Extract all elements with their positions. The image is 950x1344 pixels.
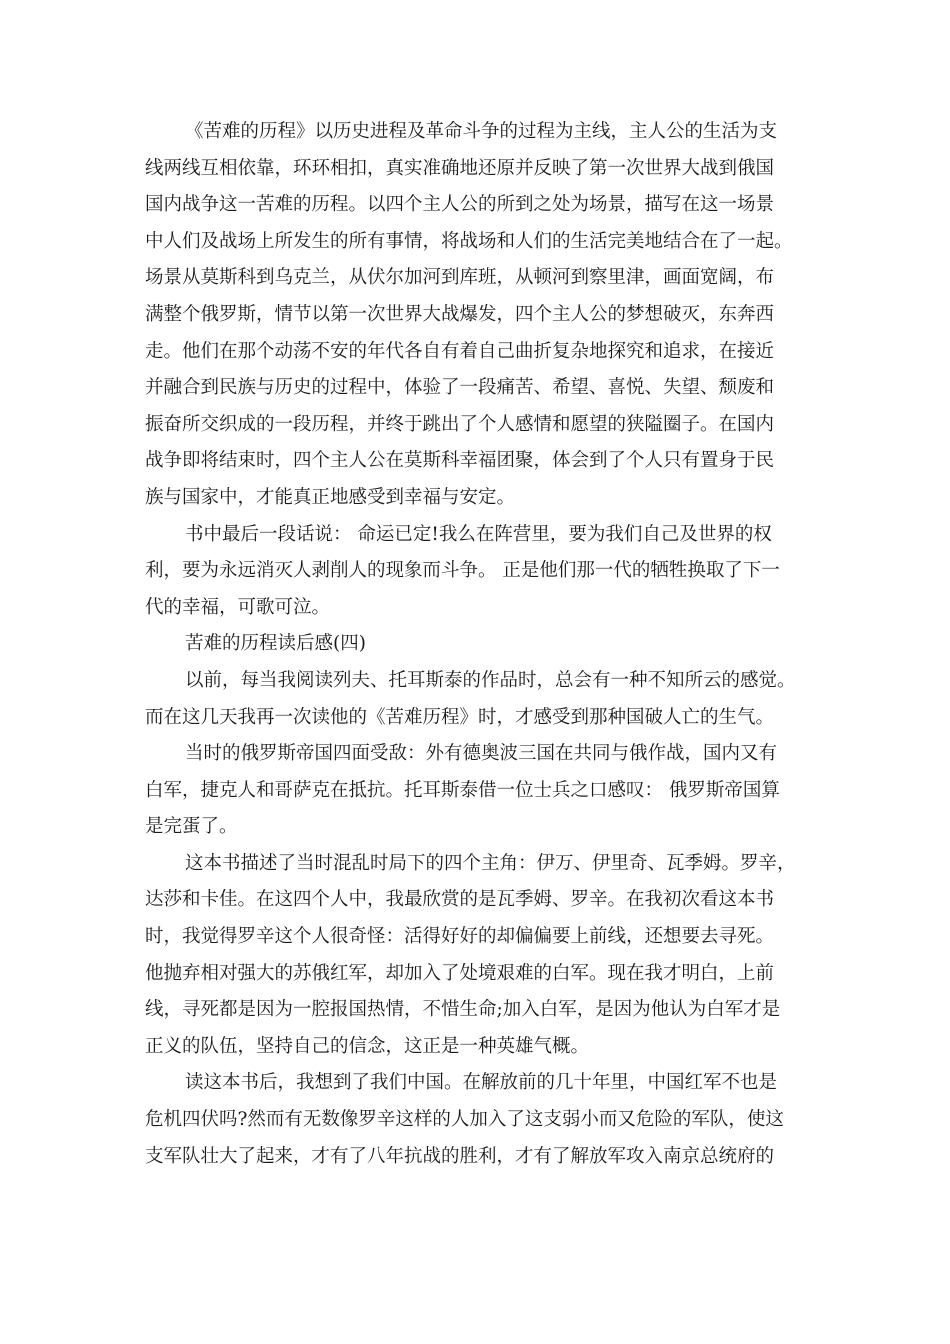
paragraph-line: 书中最后一段话说： 命运已定!我么在阵营里，要为我们自己及世界的权 [185, 523, 772, 545]
paragraph-line: 族与国家中，才能真正地感受到幸福与安定。 [145, 486, 516, 508]
paragraph-line: 他抛弃相对强大的苏俄红军，却加入了处境艰难的白军。现在我才明白，上前 [145, 962, 775, 984]
paragraph-line: 以前，每当我阅读列夫、托耳斯泰的作品时，总会有一种不知所云的感觉。 [185, 669, 796, 691]
paragraph-line: 线两线互相依靠，环环相扣，真实准确地还原并反映了第一次世界大战到俄国 [145, 157, 775, 179]
paragraph-line: 支军队壮大了起来，才有了八年抗战的胜利，才有了解放军攻入南京总统府的 [145, 1145, 775, 1167]
paragraph-line: 振奋所交织成的一段历程，并终于跳出了个人感情和愿望的狭隘圈子。在国内 [145, 413, 775, 435]
paragraph-line: 正义的队伍，坚持自己的信念，这正是一种英雄气概。 [145, 1035, 590, 1057]
paragraph-line: 国内战争这一苦难的历程。以四个主人公的所到之处为场景，描写在这一场景 [145, 194, 775, 216]
section-heading: 苦难的历程读后感(四) [185, 633, 366, 655]
paragraph-line: 战争即将结束时，四个主人公在莫斯科幸福团聚，体会到了个人只有置身于民 [145, 450, 775, 472]
paragraph-line: 并融合到民族与历史的过程中，体验了一段痛苦、希望、喜悦、失望、颓废和 [145, 377, 775, 399]
paragraph-line: 满整个俄罗斯，情节以第一次世界大战爆发，四个主人公的梦想破灭，东奔西 [145, 303, 775, 325]
paragraph-line: 线，寻死都是因为一腔报国热情，不惜生命;加入白军，是因为他认为白军才是 [145, 999, 781, 1021]
paragraph-line: 《苦难的历程》以历史进程及革命斗争的过程为主线，主人公的生活为支 [185, 121, 778, 142]
paragraph-line: 场景从莫斯科到乌克兰，从伏尔加河到库班，从顿河到察里津，画面宽阔，布 [145, 267, 775, 289]
document-body [145, 114, 810, 1175]
paragraph-line: 这本书描述了当时混乱时局下的四个主角：伊万、伊里奇、瓦季姆。罗辛， [185, 852, 796, 874]
paragraph-line: 利，要为永远消灭人剥削人的现象而斗争。 正是他们那一代的牺牲换取了下一 [145, 560, 780, 582]
paragraph-line: 读这本书后，我想到了我们中国。在解放前的几十年里，中国红军不也是 [185, 1072, 778, 1094]
paragraph-line: 走。他们在那个动荡不安的年代各自有着自己曲折复杂地探究和追求，在接近 [145, 340, 775, 362]
paragraph-line: 时，我觉得罗辛这个人很奇怪：活得好好的却偏偏要上前线，还想要去寻死。 [145, 926, 775, 948]
paragraph-line: 当时的俄罗斯帝国四面受敌：外有德奥波三国在共同与俄作战，国内又有 [185, 743, 778, 765]
paragraph-line: 白军，捷克人和哥萨克在抵抗。托耳斯泰借一位士兵之口感叹： 俄罗斯帝国算 [145, 779, 780, 801]
paragraph-line: 中人们及战场上所发生的所有事情，将战场和人们的生活完美地结合在了一起。 [145, 230, 793, 252]
paragraph-line: 代的幸福，可歌可泣。 [145, 596, 331, 618]
paragraph-line: 是完蛋了。 [145, 816, 238, 838]
paragraph-line: 而在这几天我再一次读他的《苦难历程》时，才感受到那种国破人亡的生气。 [145, 706, 775, 728]
paragraph-line: 危机四伏吗?然而有无数像罗辛这样的人加入了这支弱小而又危险的军队，使这 [145, 1109, 784, 1131]
paragraph-line: 达莎和卡佳。在这四个人中，我最欣赏的是瓦季姆、罗辛。在我初次看这本书 [145, 889, 775, 911]
